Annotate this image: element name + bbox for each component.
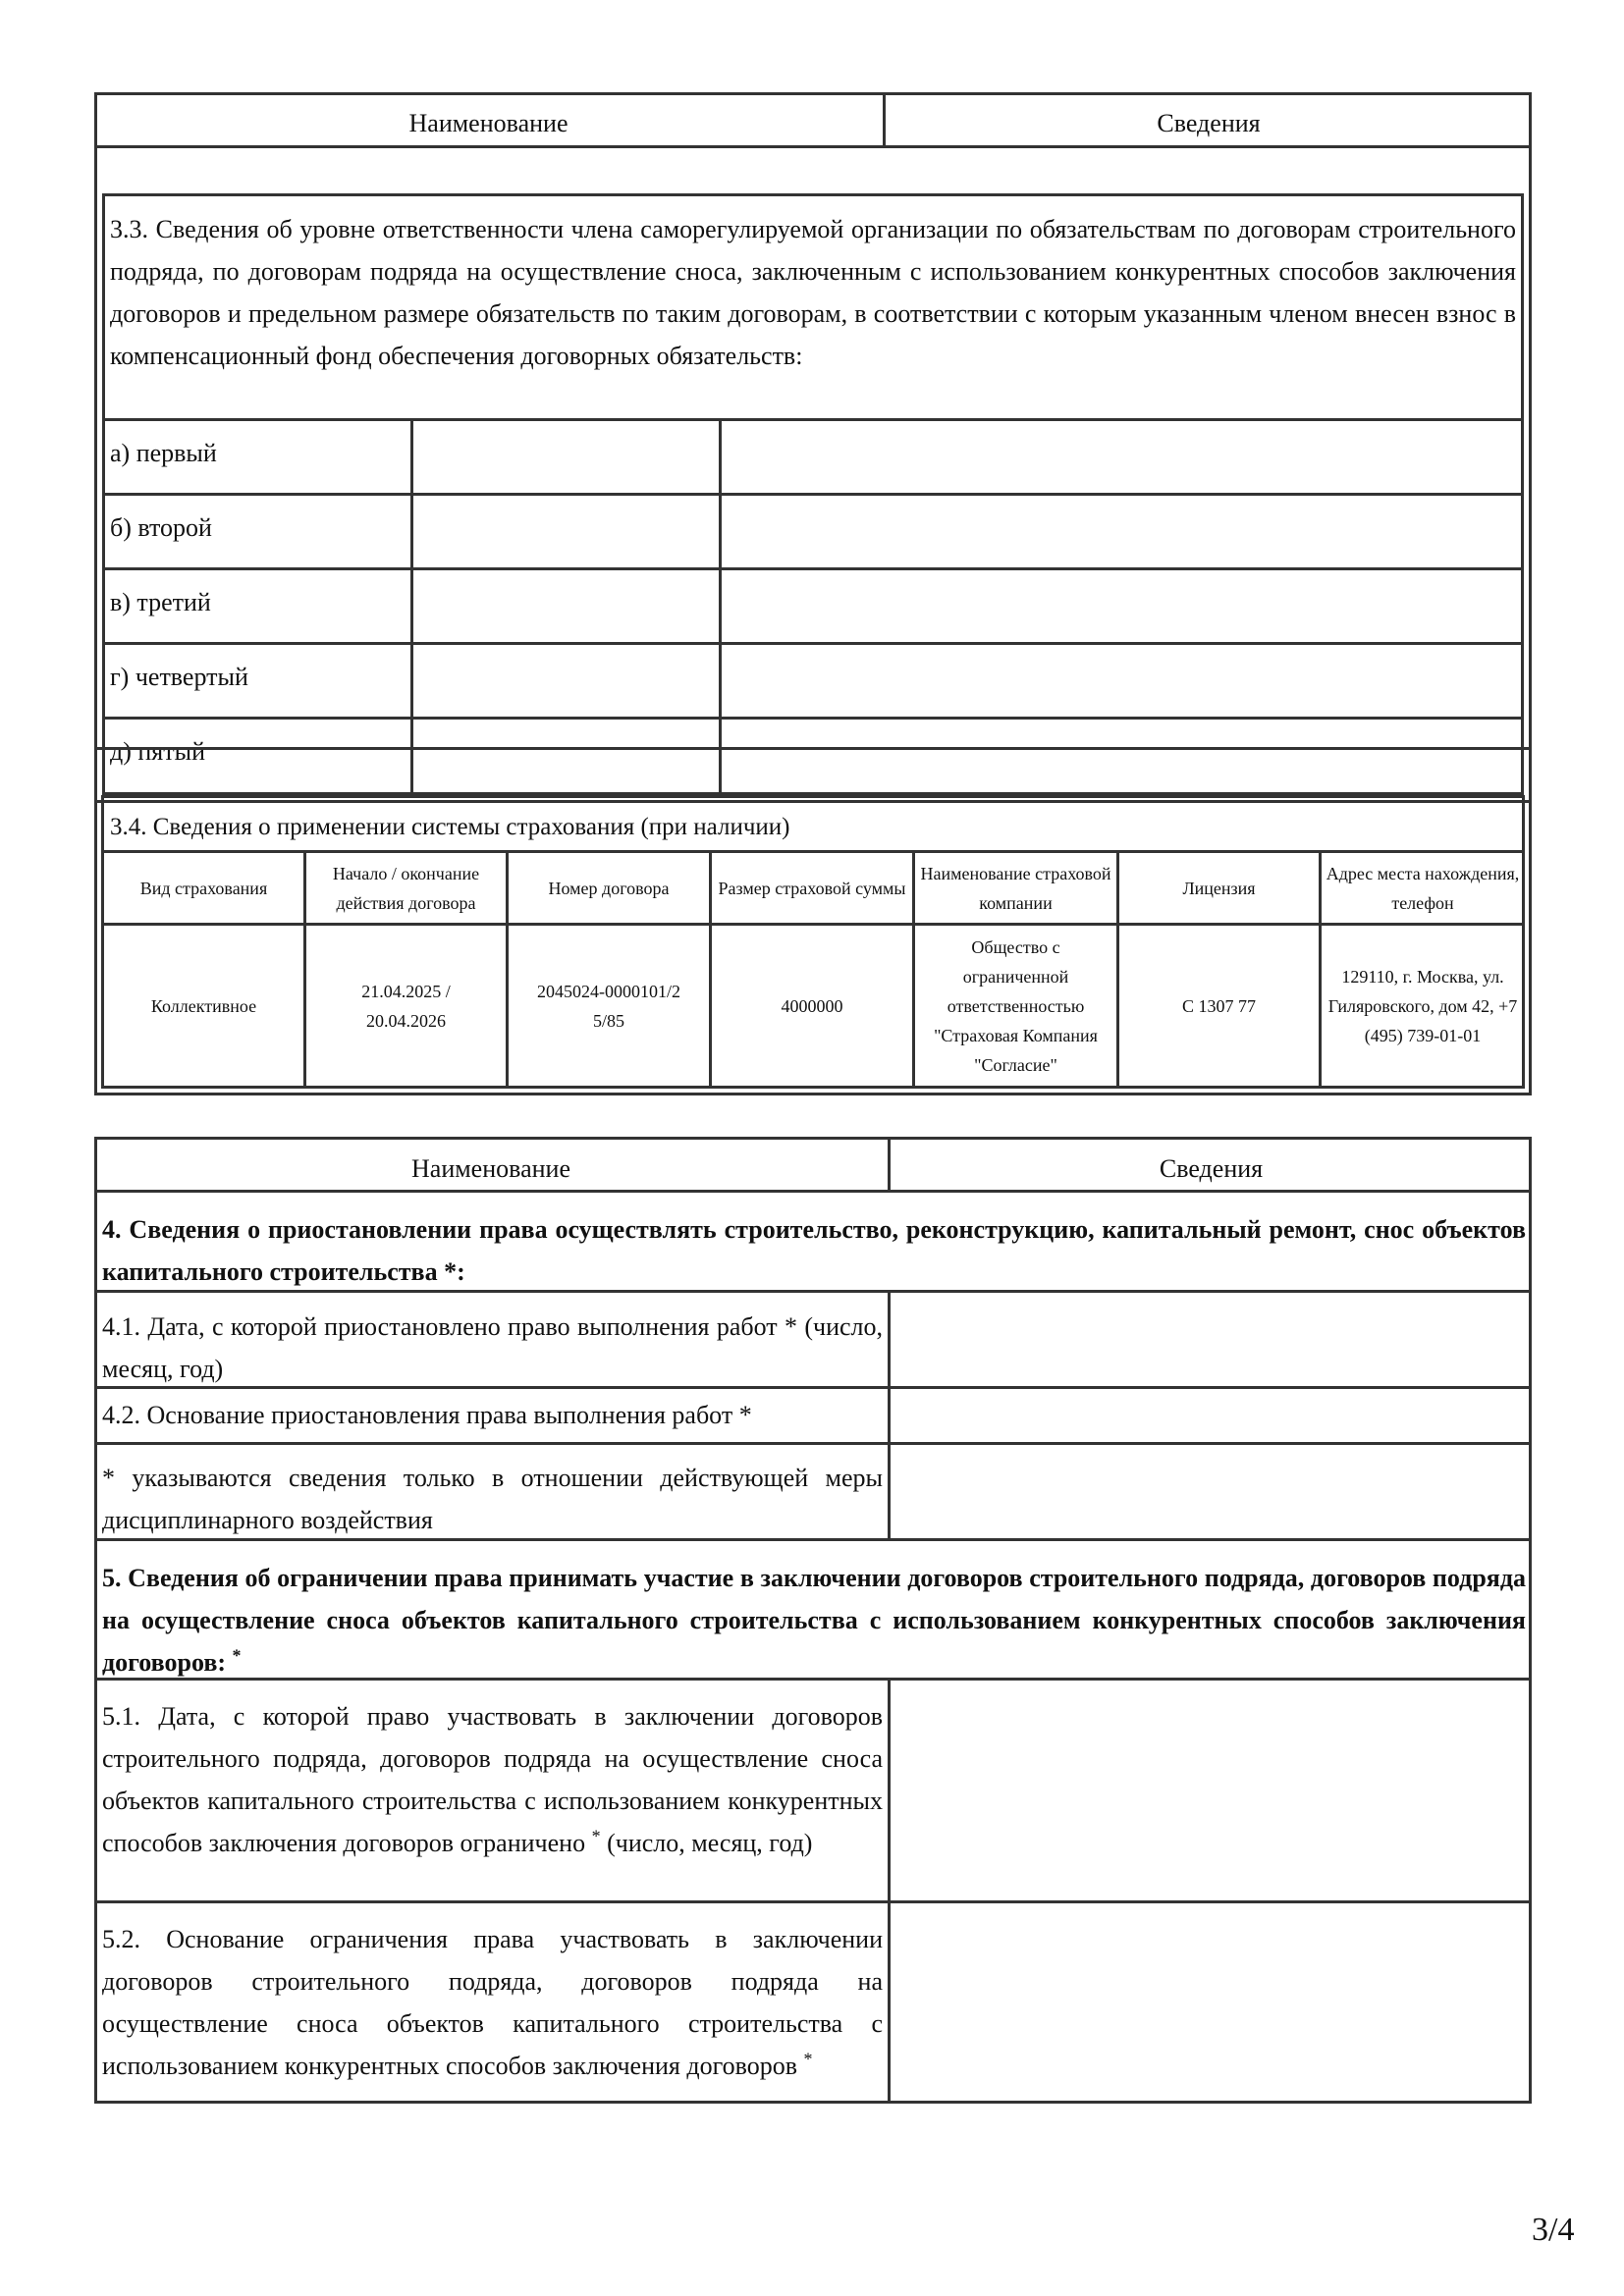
table3-header-info: Сведения: [1159, 1154, 1264, 1183]
level-row-label-2: б) второй: [110, 513, 212, 542]
page-number: 3/4: [1532, 2212, 1575, 2248]
insurance-cell-type: Коллективное: [150, 995, 257, 1016]
level-row-divider: [102, 642, 1524, 645]
insurance-cell-address: 129110, г. Москва, ул. Гиляровского, дом 42, +7 (495) 739-01-01: [1327, 966, 1518, 1045]
item-5-1-label-tail: (число, месяц, год): [607, 1829, 813, 1857]
section-5-title-mark: *: [232, 1645, 242, 1666]
insurance-header-license: Лицензия: [1182, 878, 1256, 898]
item-5-2-mark: *: [803, 2049, 813, 2069]
section-3-3-title: 3.3. Сведения об уровне ответственности члена саморегулируемой организации по обязательствам по договорам строительного подряда, по договорам подряда на осуществление сноса, заключенным с использованием конкурентных способов заключения договоров и предельном размере обязательств по таким договорам, в соответствии с которым указанным членом внесен взнос в компенсационный фонд обеспечения договорных обязательств:: [110, 215, 1516, 370]
row-divider: [94, 1386, 1532, 1389]
insurance-header-period: Начало / окончание действия договора: [332, 863, 480, 913]
table1-header-name: Наименование: [408, 109, 568, 137]
insurance-col-divider: [912, 850, 915, 1089]
item-5-1-label-text: 5.1. Дата, с которой право участвовать в заключении договоров строительного подряда, договоров подряда на осуществление сноса объектов капитального строительства с использованием конкурентных способов заключения договоров ограничено: [102, 1702, 883, 1857]
insurance-header-address: Адрес места нахождения, телефон: [1326, 863, 1520, 913]
insurance-col-divider: [506, 850, 509, 1089]
table3-col-divider: [888, 1678, 891, 2101]
section-4-title: 4. Сведения о приостановлении права осуществлять строительство, реконструкцию, капитальный ремонт, снос объектов капитального строительства *:: [102, 1215, 1526, 1286]
item-4-2-label: 4.2. Основание приостановления права выполнения работ *: [102, 1401, 752, 1429]
item-4-1-label: 4.1. Дата, с которой приостановлено право выполнения работ * (число, месяц, год): [102, 1312, 883, 1383]
row-divider: [94, 1900, 1532, 1903]
section-5-title-text: 5. Сведения об ограничении права принимать участие в заключении договоров строительного подряда, договоров подряда на осуществление сноса объектов капитального строительства с использованием конкурентных способов заключения договоров:: [102, 1564, 1526, 1677]
insurance-header-sum: Размер страховой суммы: [718, 878, 906, 898]
insurance-header-company: Наименование страховой компании: [920, 863, 1111, 913]
item-5-2-label-text: 5.2. Основание ограничения права участвовать в заключении договоров строительного подряда, договоров подряда на осуществление сноса объектов капитального строительства с использованием конкурентных способов заключения договоров: [102, 1925, 883, 2080]
section-3-4-title: 3.4. Сведения о применении системы страхования (при наличии): [110, 814, 790, 840]
table3-col-divider: [888, 1290, 891, 1541]
insurance-col-divider: [709, 850, 712, 1089]
section-3-3-col-divider-2: [719, 418, 722, 795]
level-row-label-4: г) четвертый: [110, 663, 248, 691]
item-5-1-label: [102, 1695, 883, 1864]
table3-header-bottom: [94, 1190, 1532, 1193]
insurance-cell-license: С 1307 77: [1181, 995, 1256, 1016]
insurance-col-divider: [1116, 850, 1119, 1089]
row-divider: [94, 1442, 1532, 1445]
level-row-divider: [102, 717, 1524, 720]
insurance-col-divider: [303, 850, 306, 1089]
insurance-col-divider: [1319, 850, 1322, 1089]
level-row-label-3: в) третий: [110, 588, 211, 616]
section-4-title-bottom: [94, 1290, 1532, 1293]
item-5-1-mark: *: [591, 1826, 601, 1846]
insurance-cell-contract-no: 2045024-0000101/25/85: [537, 981, 680, 1031]
section-3-3-col-divider-1: [410, 418, 413, 795]
item-4-note-label: * указываются сведения только в отношении действующей меры дисциплинарного воздействия: [102, 1464, 883, 1534]
insurance-header-contract-no: Номер договора: [548, 878, 670, 898]
section-5-title: [102, 1557, 1526, 1683]
insurance-cell-period: 21.04.2025 / 20.04.2026: [361, 981, 451, 1031]
insurance-cell-company: Общество с ограниченной ответственностью "Страховая Компания "Согласие": [934, 936, 1098, 1075]
item-5-2-label: [102, 1918, 883, 2087]
section-5-title-bottom: [94, 1678, 1532, 1681]
insurance-cell-sum: 4000000: [781, 995, 843, 1016]
table1-header-info: Сведения: [1157, 109, 1261, 137]
level-row-label-1: а) первый: [110, 439, 217, 467]
level-row-divider: [102, 567, 1524, 570]
level-row-divider: [102, 493, 1524, 496]
table3-header-name: Наименование: [411, 1154, 570, 1183]
insurance-header-type: Вид страхования: [139, 878, 268, 898]
section-3-3-title-bottom: [102, 418, 1524, 421]
level-row-label-5: д) пятый: [110, 737, 206, 766]
table1-header-bottom: [94, 145, 1532, 148]
row-divider: [94, 1538, 1532, 1541]
